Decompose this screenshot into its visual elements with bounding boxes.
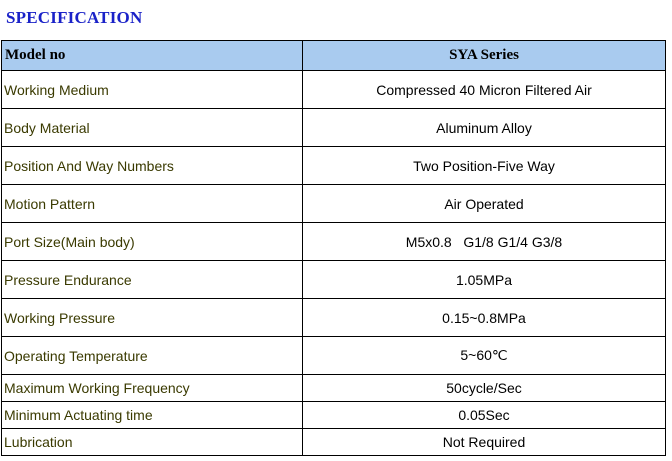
row-value-working-pressure: 0.15~0.8MPa (303, 299, 666, 337)
row-label-body-material: Body Material (2, 109, 303, 147)
table-row (2, 375, 666, 402)
row-value-position-way: Two Position-Five Way (303, 147, 666, 185)
row-label-position-way: Position And Way Numbers (2, 147, 303, 185)
row-label-port-size: Port Size(Main body) (2, 223, 303, 261)
header-value-cell: SYA Series (303, 41, 666, 71)
table-row (2, 402, 666, 429)
port-size-value-text: M5x0.8 G1/8 G1/4 G3/8 (405, 233, 563, 250)
row-value-pressure-endurance: 1.05MPa (303, 261, 666, 299)
row-label-max-frequency: Maximum Working Frequency (2, 375, 303, 402)
row-value-lubrication: Not Required (303, 429, 666, 456)
row-value-operating-temperature: 5~60℃ (303, 337, 666, 375)
table-row (2, 185, 666, 223)
row-value-port-size (303, 223, 666, 261)
row-label-motion-pattern: Motion Pattern (2, 185, 303, 223)
row-label-pressure-endurance: Pressure Endurance (2, 261, 303, 299)
row-value-body-material: Aluminum Alloy (303, 109, 666, 147)
row-label-working-medium: Working Medium (2, 71, 303, 109)
row-value-working-medium: Compressed 40 Micron Filtered Air (303, 71, 666, 109)
table-row (2, 71, 666, 109)
row-value-motion-pattern: Air Operated (303, 185, 666, 223)
row-value-max-frequency: 50cycle/Sec (303, 375, 666, 402)
row-label-min-actuating-time: Minimum Actuating time (2, 402, 303, 429)
row-label-working-pressure: Working Pressure (2, 299, 303, 337)
table-row (2, 299, 666, 337)
row-label-lubrication: Lubrication (2, 429, 303, 456)
row-value-min-actuating-time: 0.05Sec (303, 402, 666, 429)
header-label-cell: Model no (2, 41, 303, 71)
page-title: SPECIFICATION (6, 8, 143, 27)
table-row (2, 429, 666, 456)
table-header-row (2, 41, 666, 71)
table-row (2, 223, 666, 261)
specification-table (1, 40, 666, 456)
table-row (2, 109, 666, 147)
table-row (2, 261, 666, 299)
table-row (2, 147, 666, 185)
table-row (2, 337, 666, 375)
row-label-operating-temperature: Operating Temperature (2, 337, 303, 375)
